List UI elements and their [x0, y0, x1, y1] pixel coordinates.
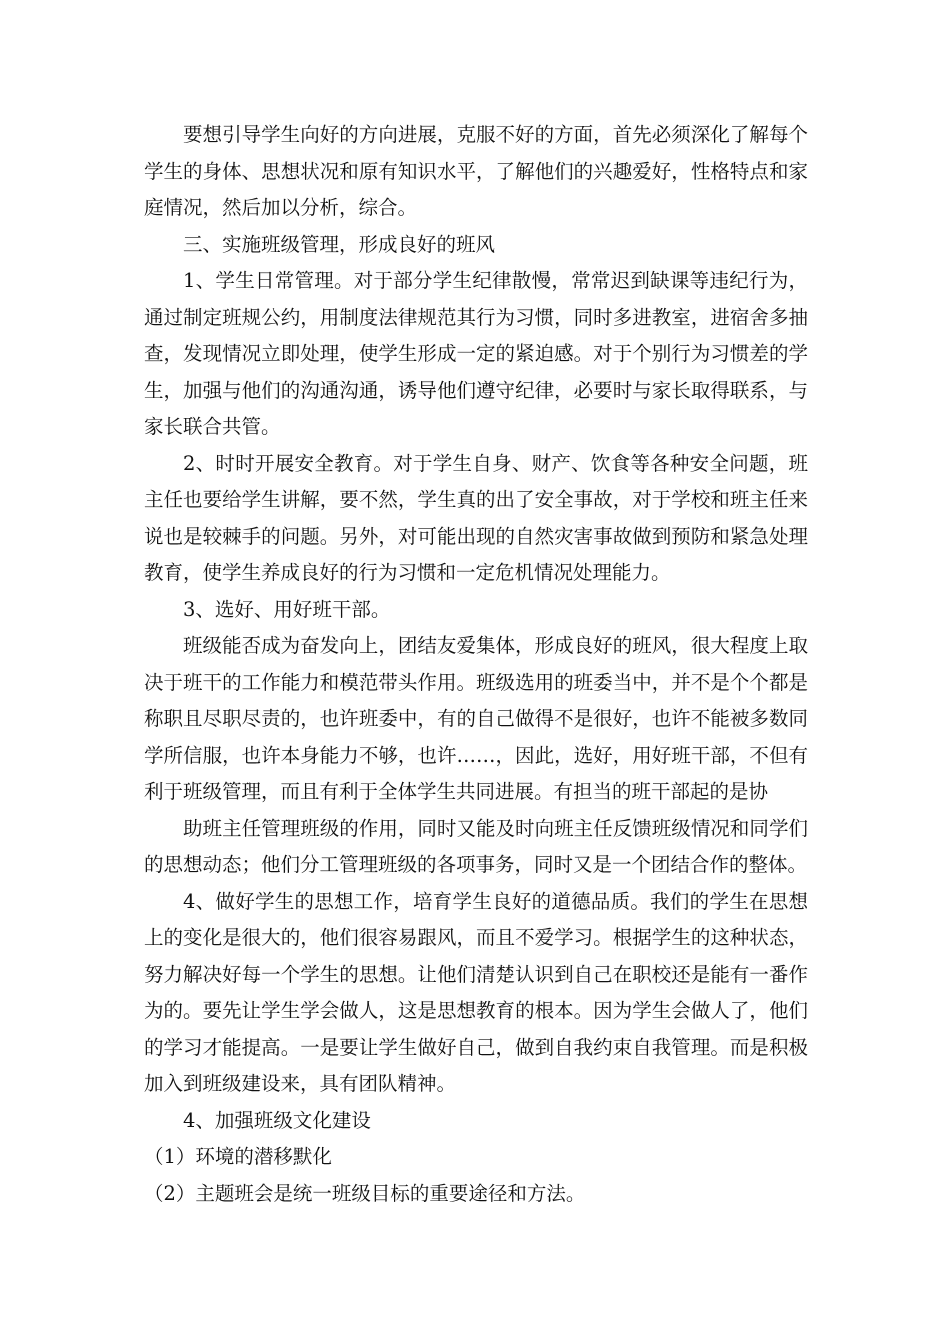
section-heading-class-management: 三、实施班级管理，形成良好的班风 [183, 232, 496, 256]
paragraph-safety-education: 2、时时开展安全教育。对于学生自身、财产、饮食等各种安全问题，班主任也要给学生讲解，要不然，学生真的出了安全事故，对于学校和班主任来说也是较棘手的问题。另外，对可能出现的自然灾害事故做到预防和紧急处理教育，使学生养成良好的行为习惯和一定危机情况处理能力。 [144, 451, 808, 584]
paragraph-intro: 要想引导学生向好的方向进展，克服不好的方面，首先必须深化了解每个学生的身体、思想状况和原有知识水平，了解他们的兴趣爱好，性格特点和家庭情况，然后加以分析，综合。 [144, 123, 808, 219]
list-item-environment: （1）环境的潜移默化 [144, 1145, 332, 1168]
paragraph-class-culture-heading: 4、加强班级文化建设 [183, 1108, 371, 1132]
paragraph-class-cadre-heading: 3、选好、用好班干部。 [183, 597, 391, 621]
list-item-theme-meeting: （2）主题班会是统一班级目标的重要途径和方法。 [144, 1181, 586, 1205]
paragraph-daily-management: 1、学生日常管理。对于部分学生纪律散慢，常常迟到缺课等违纪行为，通过制定班规公约，用制度法律规范其行为习惯，同时多进教室，进宿舍多抽查，发现情况立即处理，使学生形成一定的紧迫感。对于个别行为习惯差的学生，加强与他们的沟通沟通，诱导他们遵守纪律，必要时与家长取得联系，与家长联合共管。 [144, 269, 808, 438]
paragraph-class-cadre-role: 助班主任管理班级的作用，同时又能及时向班主任反馈班级情况和同学们的思想动态；他们分工管理班级的各项事务，同时又是一个团结合作的整体。 [144, 816, 808, 876]
paragraph-class-cadre-detail: 班级能否成为奋发向上，团结友爱集体，形成良好的班风，很大程度上取决于班干的工作能力和模范带头作用。班级选用的班委当中，并不是个个都是称职且尽职尽责的，也许班委中，有的自己做得不是很好，也许不能被多数同学所信服，也许本身能力不够，也许……，因此，选好，用好班干部，不但有利于班级管理，而且有利于全体学生共同进展。有担当的班干部起的是协 [144, 634, 808, 803]
paragraph-thought-work: 4、做好学生的思想工作，培育学生良好的道德品质。我们的学生在思想上的变化是很大的，他们很容易跟风，而且不爱学习。根据学生的这种状态，努力解决好每一个学生的思想。让他们清楚认识到自己在职校还是能有一番作为的。要先让学生学会做人，这是思想教育的根本。因为学生会做人了，他们的学习才能提高。一是要让学生做好自己，做到自我约束自我管理。而是积极加入到班级建设来，具有团队精神。 [144, 889, 808, 1095]
document-body [144, 117, 808, 1212]
